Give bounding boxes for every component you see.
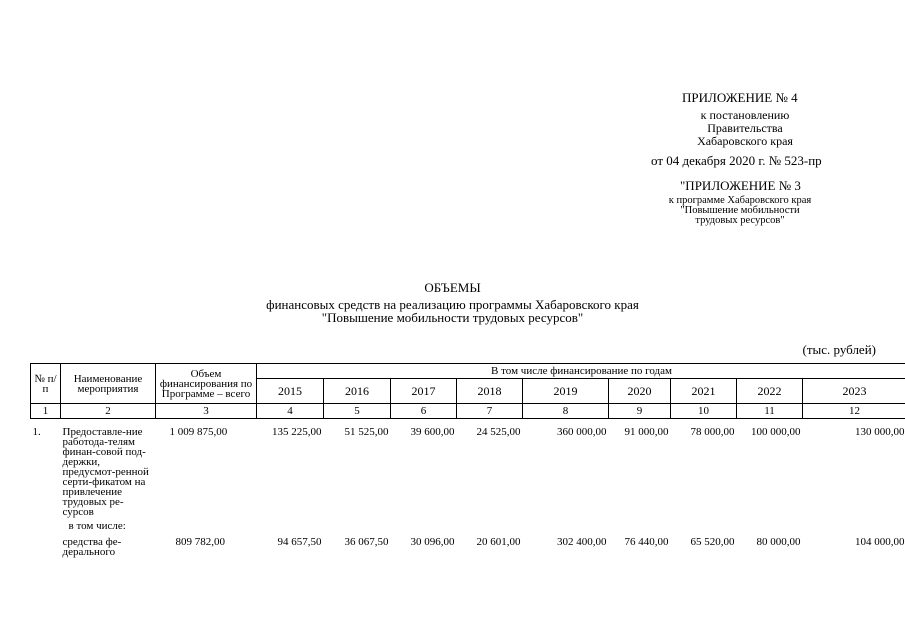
row-number	[31, 517, 61, 531]
column-number: 10	[671, 404, 737, 419]
row-value: 51 525,00	[344, 426, 389, 438]
appendix-4-date: от 04 декабря 2020 г. № 523-пр	[651, 153, 822, 168]
row-value: 94 657,50	[277, 536, 322, 548]
row-name: средства фе-дерального	[62, 536, 122, 558]
empty-cell	[156, 517, 257, 531]
appendix-4-line: к постановлению	[700, 108, 790, 122]
header-year: 2022	[737, 379, 803, 404]
header-years-group: В том числе финансирование по годам	[257, 364, 905, 379]
row-number	[31, 531, 61, 557]
header-year: 2016	[324, 379, 391, 404]
header-name: Наименование мероприятия	[61, 364, 156, 404]
appendix-3-line: к программе Хабаровского края	[668, 195, 812, 206]
appendix-4-title: ПРИЛОЖЕНИЕ № 4	[682, 90, 798, 105]
appendix-4-reference	[660, 109, 830, 148]
row-total: 809 782,00	[175, 536, 225, 548]
row-value: 80 000,00	[756, 536, 801, 548]
row-value: 91 000,00	[624, 426, 669, 438]
column-number: 1	[31, 404, 61, 419]
appendix-3-line: трудовых ресурсов"	[695, 215, 785, 226]
column-number: 4	[257, 404, 324, 419]
row-name: в том числе:	[68, 520, 126, 532]
column-number: 2	[61, 404, 156, 419]
row-value: 130 000,00	[855, 426, 905, 438]
column-number: 7	[457, 404, 523, 419]
row-value: 76 440,00	[624, 536, 669, 548]
row-name: Предоставле-ние работода-телям финан-совой под-держки, предусмот-ренной серти-фикатом на привлечение трудовых ре-сурсов	[62, 426, 149, 518]
appendix-3-title: "ПРИЛОЖЕНИЕ № 3	[680, 178, 801, 193]
document-subtitle	[0, 298, 905, 324]
column-number: 5	[324, 404, 391, 419]
column-number: 3	[156, 404, 257, 419]
row-value: 360 000,00	[557, 426, 607, 438]
appendix-4-line: Правительства	[707, 121, 783, 135]
header-num: № п/п	[31, 364, 61, 404]
row-total: 1 009 875,00	[169, 426, 228, 438]
empty-cell	[609, 517, 671, 531]
row-value: 24 525,00	[476, 426, 521, 438]
header-year: 2020	[609, 379, 671, 404]
empty-cell	[671, 517, 737, 531]
header-year: 2023	[803, 379, 905, 404]
row-value: 36 067,50	[344, 536, 389, 548]
row-value: 78 000,00	[690, 426, 735, 438]
column-number: 6	[391, 404, 457, 419]
row-value: 104 000,00	[855, 536, 905, 548]
document-subtitle-line: финансовых средств на реализацию программы Хабаровского края	[266, 297, 639, 312]
units-label: (тыс. рублей)	[802, 342, 876, 357]
table-row	[31, 517, 905, 531]
empty-cell	[257, 517, 324, 531]
row-value: 65 520,00	[690, 536, 735, 548]
column-number: 9	[609, 404, 671, 419]
row-value: 100 000,00	[751, 426, 801, 438]
header-year: 2021	[671, 379, 737, 404]
header-year: 2019	[523, 379, 609, 404]
header-year: 2015	[257, 379, 324, 404]
empty-cell	[391, 517, 457, 531]
row-value: 30 096,00	[410, 536, 455, 548]
header-year: 2017	[391, 379, 457, 404]
row-value: 20 601,00	[476, 536, 521, 548]
financing-table	[30, 363, 905, 557]
empty-cell	[457, 517, 523, 531]
appendix-4-line: Хабаровского края	[697, 134, 793, 148]
column-number: 12	[803, 404, 905, 419]
appendix-3-line: "Повышение мобильности	[680, 205, 800, 216]
row-value: 135 225,00	[272, 426, 322, 438]
header-total: Объем финансирования по Программе – всего	[156, 364, 257, 404]
row-value: 39 600,00	[410, 426, 455, 438]
table-row	[31, 531, 905, 557]
empty-cell	[523, 517, 609, 531]
row-value: 302 400,00	[557, 536, 607, 548]
column-number: 8	[523, 404, 609, 419]
document-title: ОБЪЕМЫ	[424, 280, 481, 295]
empty-cell	[324, 517, 391, 531]
table-row	[31, 419, 905, 518]
appendix-3-reference	[650, 196, 830, 226]
row-number: 1.	[32, 426, 41, 438]
column-number: 11	[737, 404, 803, 419]
empty-cell	[737, 517, 803, 531]
empty-cell	[803, 517, 905, 531]
header-year: 2018	[457, 379, 523, 404]
document-subtitle-line: "Повышение мобильности трудовых ресурсов"	[321, 310, 584, 325]
